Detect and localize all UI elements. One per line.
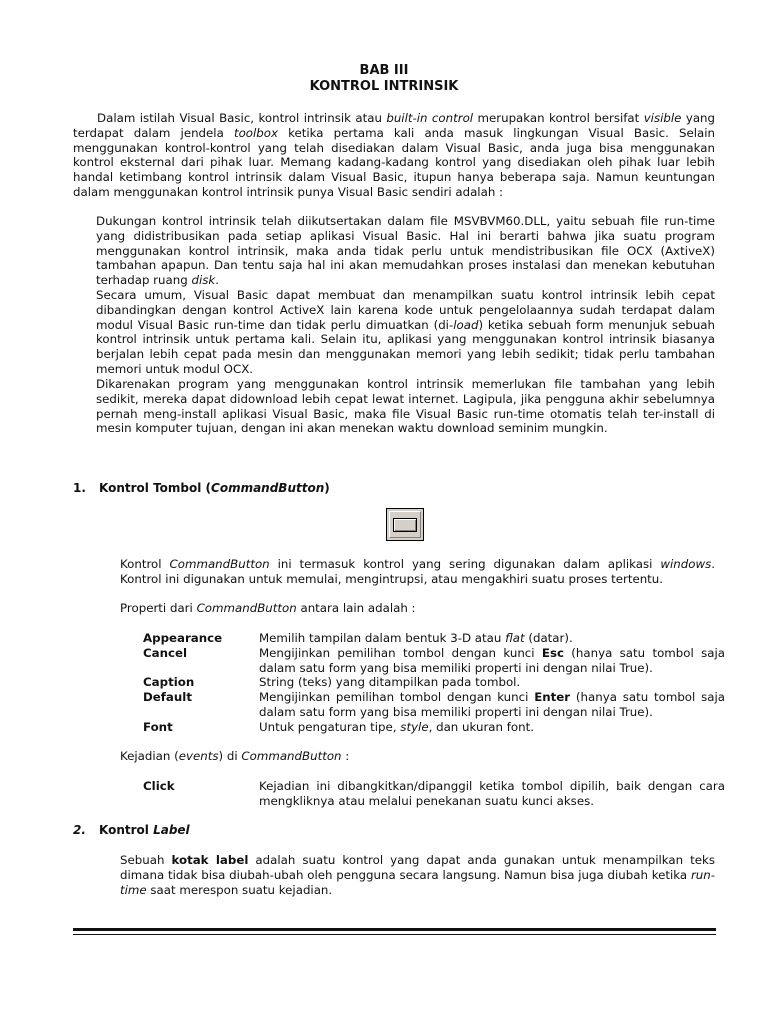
events-intro: Kejadian (events) di CommandButton : — [120, 749, 350, 763]
property-name: Cancel — [143, 646, 188, 660]
event-name: Click — [143, 779, 175, 793]
intro-paragraph: Dalam istilah Visual Basic, kontrol intrinsik atau built-in control merupakan kontrol bersifat visible yang terdapat dalam jendela toolbox ketika pertama kali anda masuk lingkungan Visual Basic. Selain menggunakan kontrol-kontrol yang telah disediakan dalam Visual Basic, anda juga bisa menggunakan kontrol eksternal dari pihak luar. Memang kadang-kadang kontrol yang disediakan oleh pihak luar lebih handal ketimbang kontrol intrinsik dalam Visual Basic, itupun hanya beberapa saja. Namun keuntungan dalam menggunakan kontrol intrinsik punya Visual Basic sendiri adalah : — [73, 111, 716, 199]
command-button-toolbox-icon — [386, 508, 424, 541]
advantage-point-3: Dikarenakan program yang menggunakan kontrol intrinsik memerlukan file tambahan yang lebih sedikit, mereka dapat didownload lebih cepat lewat internet. Lagipula, jika pengguna akhir sebelumnya pernah meng-install aplikasi Visual Basic, maka file Visual Basic run-time otomatis telah ter-install di mesin komputer tujuan, dengan ini akan menekan waktu download seminim mungkin. — [96, 377, 715, 436]
chapter-title: KONTROL INTRINSIK — [309, 79, 459, 94]
footer-rule-thick — [73, 928, 716, 931]
property-desc: Mengijinkan pemilihan tombol dengan kunci Esc (hanya satu tombol saja dalam satu form yang bisa memiliki properti ini dengan nilai True). — [259, 646, 725, 675]
property-name: Appearance — [143, 631, 223, 645]
footer-rule-thin — [73, 934, 716, 935]
section-2-heading: 2. Kontrol Label — [73, 823, 190, 837]
property-name: Default — [143, 690, 192, 704]
property-desc: Untuk pengaturan tipe, style, dan ukuran font. — [259, 720, 534, 734]
commandbutton-description: Kontrol CommandButton ini termasuk kontrol yang sering digunakan dalam aplikasi windows. Kontrol ini digunakan untuk memulai, mengintrupsi, atau mengakhiri suatu proses tertentu. — [120, 557, 715, 586]
advantage-point-1: Dukungan kontrol intrinsik telah diikutsertakan dalam file MSVBVM60.DLL, yaitu sebuah file run-time yang didistribusikan pada setiap aplikasi Visual Basic. Hal ini berarti bahwa jika suatu program menggunakan kontrol intrinsik, maka anda tidak perlu untuk mendistribusikan file OCX (AxtiveX) tambahan apapun. Dan tentu saja hal ini akan memudahkan proses instalasi dan menekan kebutuhan terhadap ruang disk. — [96, 214, 715, 288]
event-desc: Kejadian ini dibangkitkan/dipanggil ketika tombol dipilih, baik dengan cara mengkliknya atau melalui penekanan suatu kunci akses. — [259, 779, 725, 808]
properties-intro: Properti dari CommandButton antara lain adalah : — [120, 601, 416, 615]
chapter-number: BAB III — [359, 63, 409, 78]
advantage-point-2: Secara umum, Visual Basic dapat membuat dan menampilkan suatu kontrol intrinsik lebih cepat dibandingkan dengan kontrol ActiveX lain karena kode untuk pengelolaannya sudah terdapat dalam modul Visual Basic run-time dan tidak perlu dimuatkan (di-load) ketika sebuah form menunjuk sebuah kontrol intrinsik untuk pertama kali. Selain itu, aplikasi yang menggunakan kontrol intrinsik biasanya berjalan lebih cepat pada mesin dan menggunakan memori yang lebih sedikit; tidak perlu tambahan memori untuk modul OCX. — [96, 288, 716, 376]
property-name: Caption — [143, 675, 195, 689]
property-desc: Mengijinkan pemilihan tombol dengan kunci Enter (hanya satu tombol saja dalam satu form yang bisa memiliki properti ini dengan nilai True). — [259, 690, 725, 719]
section-1-heading: 1. Kontrol Tombol (CommandButton) — [73, 481, 330, 495]
property-desc: String (teks) yang ditampilkan pada tombol. — [259, 675, 521, 689]
property-desc: Memilih tampilan dalam bentuk 3-D atau flat (datar). — [259, 631, 573, 645]
property-name: Font — [143, 720, 173, 734]
label-description: Sebuah kotak label adalah suatu kontrol yang dapat anda gunakan untuk menampilkan teks dimana tidak bisa diubah-ubah oleh pengguna secara langsung. Namun bisa juga diubah ketika run-time saat merespon suatu kejadian. — [120, 853, 715, 897]
